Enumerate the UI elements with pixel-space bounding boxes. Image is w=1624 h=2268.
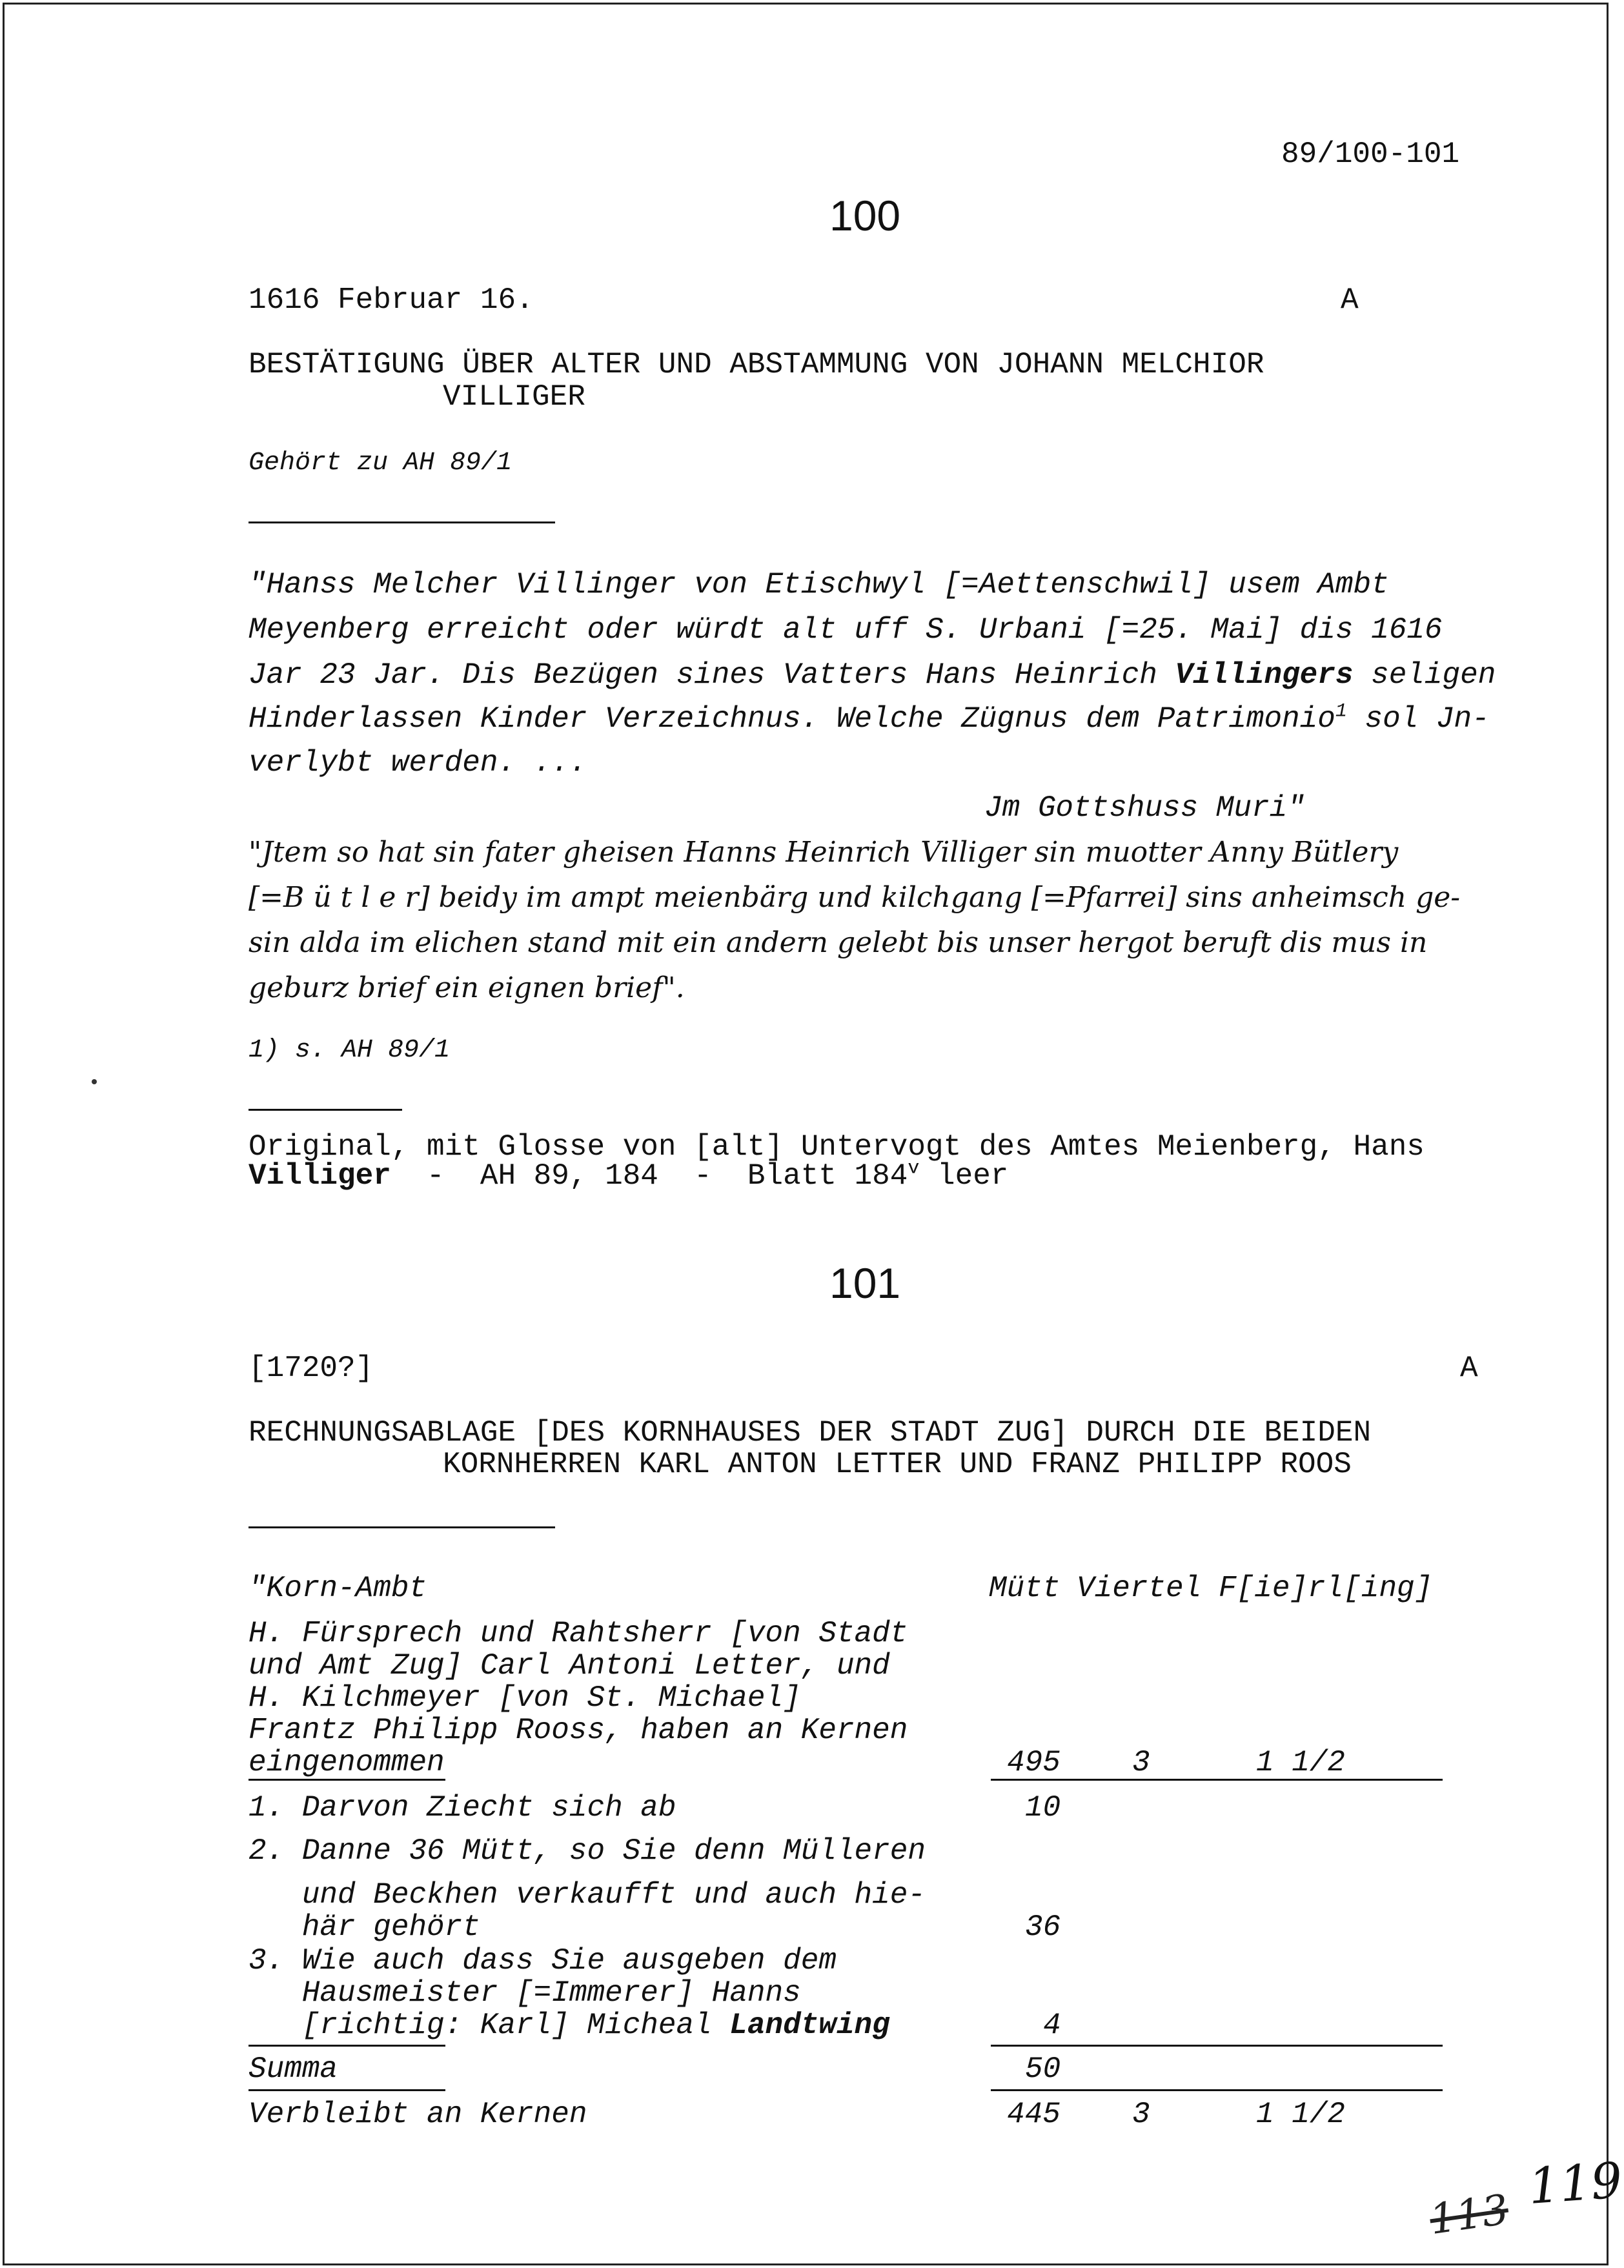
doc100-quote1-line1: "Hanss Melcher Villinger von Etischwyl [=Aettenschwil] usem Ambt	[249, 568, 1389, 602]
row3-line3	[249, 2009, 890, 2042]
table-heading: "Korn-Ambt	[249, 1572, 427, 1605]
document-number-100: 100	[829, 192, 901, 239]
sum-value: 50	[1025, 2052, 1061, 2086]
doc100-quote1-line3	[249, 658, 1496, 692]
table-intro-line: H. Fürsprech und Rahtsherr [von Stadt	[249, 1617, 908, 1650]
doc100-source-line2	[249, 1157, 1009, 1193]
table-intro-line: H. Kilchmeyer [von St. Michael]	[249, 1681, 801, 1715]
doc100-title-line2: VILLIGER	[443, 380, 585, 414]
footnote-rule	[249, 1109, 402, 1111]
doc100-quote1-line4	[249, 702, 1490, 736]
document-number-101: 101	[829, 1259, 901, 1307]
stamp-page-number: 119	[1527, 2151, 1624, 2215]
row3-value: 4	[1043, 2009, 1061, 2042]
column-header-fierling: F[ie]rl[ing]	[1219, 1572, 1433, 1605]
doc100-quote2-line4: geburz brief ein eignen brief".	[249, 971, 685, 1004]
column-header-viertel: Viertel	[1077, 1572, 1202, 1605]
row2-value: 36	[1025, 1910, 1061, 1944]
row3-bold-name: Landtwing	[729, 2009, 890, 2042]
doc100-quote2-line2: [=B ü t l e r] beidy im ampt meienbärg und kilchgang [=Pfarrei] sins anheimsch ge-	[249, 881, 1461, 914]
doc101-title-line2: KORNHERREN KARL ANTON LETTER UND FRANZ PHILIPP ROOS	[443, 1448, 1352, 1481]
row3-line1: 3. Wie auch dass Sie ausgeben dem	[249, 1944, 837, 1978]
subtotal-rule	[991, 2045, 1443, 2047]
values-rule	[991, 1779, 1443, 1781]
footnote-marker: 1	[1335, 700, 1347, 723]
source-text: leer	[919, 1159, 1009, 1193]
label-underline	[249, 1779, 445, 1781]
rest-value-fierling: 1 1/2	[1256, 2098, 1346, 2131]
doc100-quote1-line2: Meyenberg erreicht oder würdt alt uff S. Urbani [=25. Mai] dis 1616	[249, 613, 1443, 647]
rest-label: Verbleibt an Kernen	[249, 2098, 587, 2131]
doc100-quote1-signature: Jm Gottshuss Muri"	[984, 791, 1305, 825]
quote-text: seligen	[1353, 658, 1496, 692]
row3-line2: Hausmeister [=Immerer] Hanns	[249, 1976, 801, 2010]
quote-text: Hinderlassen Kinder Verzeichnus. Welche Zügnus dem Patrimonio	[249, 702, 1335, 736]
quote-text: sol Jn-	[1346, 702, 1490, 736]
intro-value-muett: 495	[1007, 1746, 1061, 1779]
row3-text: [richtig: Karl] Micheal	[249, 2009, 730, 2042]
doc100-quote2-line3: sin alda im elichen stand mit ein andern gelebt bis unser hergot beruft dis mus in	[249, 926, 1428, 959]
separator-rule	[249, 521, 555, 523]
intro-value-fierling: 1 1/2	[1256, 1746, 1346, 1779]
doc100-quote1-line5: verlybt werden. ...	[249, 746, 587, 780]
row2-line2: und Beckhen verkaufft und auch hie-	[249, 1878, 926, 1912]
intro-value-viertel: 3	[1132, 1746, 1150, 1779]
stray-dot	[92, 1079, 97, 1084]
sum-label: Summa	[249, 2052, 338, 2086]
quote-text: Jar 23 Jar. Dis Bezügen sines Vatters Hans Heinrich	[249, 658, 1175, 692]
table-intro-line: Frantz Philipp Rooss, haben an Kernen	[249, 1714, 908, 1747]
row1-value: 10	[1025, 1791, 1061, 1825]
verso-marker: v	[908, 1157, 920, 1180]
quote-bold-name: Villingers	[1175, 658, 1354, 692]
rest-value-viertel: 3	[1132, 2098, 1150, 2131]
doc101-title-line1: RECHNUNGSABLAGE [DES KORNHAUSES DER STADT ZUG] DURCH DIE BEIDEN	[249, 1416, 1372, 1450]
total-rule	[991, 2089, 1443, 2091]
row1-label: 1. Darvon Ziecht sich ab	[249, 1791, 676, 1825]
stamp-old-page-number: 113	[1426, 2185, 1512, 2245]
doc100-title-line1: BESTÄTIGUNG ÜBER ALTER UND ABSTAMMUNG VON JOHANN MELCHIOR	[249, 348, 1264, 381]
table-intro-line: und Amt Zug] Carl Antoni Letter, und	[249, 1649, 890, 1683]
doc100-note: Gehört zu AH 89/1	[249, 449, 513, 478]
separator-rule	[249, 1526, 555, 1528]
doc100-quote2-line1: "Jtem so hat sin fater gheisen Hanns Heinrich Villiger sin muotter Anny Bütlery	[249, 836, 1399, 869]
column-header-muett: Mütt	[989, 1572, 1061, 1605]
doc101-date: [1720?]	[249, 1352, 374, 1385]
source-bold-name: Villiger	[249, 1159, 391, 1193]
row2-line3: här gehört	[249, 1910, 480, 1944]
rest-value-muett: 445	[1007, 2098, 1061, 2131]
row2-line1: 2. Danne 36 Mütt, so Sie denn Mülleren	[249, 1834, 926, 1868]
doc100-date: 1616 Februar 16.	[249, 283, 534, 317]
table-intro-last: eingenommen	[249, 1746, 445, 1779]
doc100-source-line1: Original, mit Glosse von [alt] Untervogt des Amtes Meienberg, Hans	[249, 1130, 1425, 1164]
doc100-type: A	[1341, 283, 1359, 317]
doc101-type: A	[1460, 1352, 1478, 1385]
sum-label-underline	[249, 2089, 445, 2091]
label-overline	[249, 2045, 445, 2047]
doc100-footnote: 1) s. AH 89/1	[249, 1036, 451, 1065]
source-text: - AH 89, 184 - Blatt 184	[391, 1159, 908, 1193]
page-reference: 89/100-101	[1281, 137, 1460, 171]
